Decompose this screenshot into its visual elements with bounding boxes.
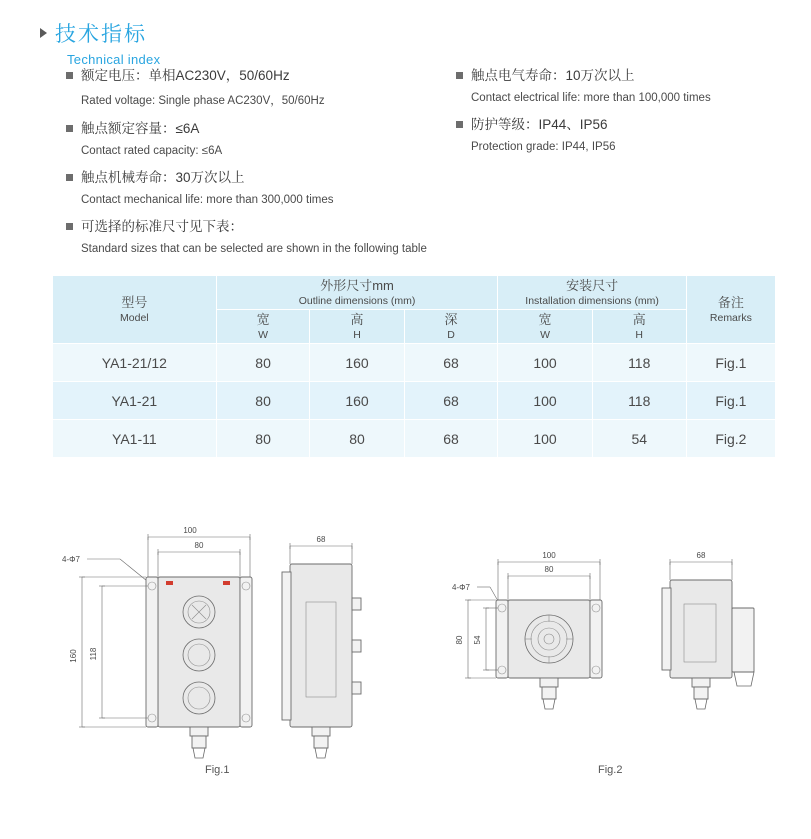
fig2-label: Fig.2: [598, 764, 623, 776]
cell-outline-w: 80: [216, 344, 310, 382]
cell-remark: Fig.1: [686, 344, 775, 382]
dim-install-w-fig1: 100: [183, 526, 197, 535]
dim-outline-h-fig1: 160: [69, 649, 78, 663]
page-title-en: Technical index: [67, 52, 161, 67]
cell-outline-d: 68: [404, 420, 498, 458]
header-outline-en: Outline dimensions (mm): [298, 295, 416, 307]
cell-install-h: 54: [592, 420, 686, 458]
subheader-install-w-en: W: [540, 329, 550, 341]
spec-label-cn: 防护等级：IP44、IP56: [471, 117, 608, 132]
subheader-outline-d: [404, 310, 498, 344]
page-header: [40, 18, 160, 67]
dim-install-h-fig2: 54: [473, 635, 482, 645]
header-model-cn: 型号: [121, 295, 148, 310]
spec-item: [66, 119, 466, 157]
dimensions-table-wrapper: [52, 275, 776, 458]
cell-outline-d: 68: [404, 344, 498, 382]
technical-drawings: [0, 512, 811, 812]
spec-label-cn: 触点机械寿命：30万次以上: [81, 170, 245, 185]
cell-install-w: 100: [498, 382, 592, 420]
cell-remark: Fig.1: [686, 382, 775, 420]
dim-depth-fig2: 68: [696, 551, 706, 560]
fig2-side-view-drawing: [650, 512, 790, 792]
dim-depth-fig1: 68: [316, 535, 326, 544]
fig1-label: Fig.1: [205, 764, 230, 776]
cell-outline-h: 160: [310, 344, 404, 382]
header-install-en: Installation dimensions (mm): [525, 295, 659, 307]
spec-label-en: Contact electrical life: more than 100,000 times: [471, 92, 711, 104]
cell-remark: Fig.2: [686, 420, 775, 458]
spec-label-cn: 额定电压：单相AC230V，50/60Hz: [81, 68, 290, 83]
dim-hole-fig1: 4-Φ7: [62, 555, 80, 564]
spec-item: [66, 217, 466, 255]
cell-model: YA1-11: [53, 420, 217, 458]
subheader-outline-h-cn: 高: [350, 312, 364, 327]
spec-label-en: Contact rated capacity: ≤6A: [81, 145, 223, 157]
header-installation-dimensions: [498, 276, 686, 310]
subheader-install-w: [498, 310, 592, 344]
cell-model: YA1-21: [53, 382, 217, 420]
spec-label-en: Rated voltage: Single phase AC230V，50/60Hz: [81, 95, 325, 107]
subheader-install-h: [592, 310, 686, 344]
triangle-right-icon: [40, 28, 47, 38]
header-model-en: Model: [120, 312, 149, 324]
dim-install-w-fig2: 100: [542, 551, 556, 560]
subheader-outline-d-cn: 深: [444, 312, 458, 327]
spec-column-right: [456, 66, 786, 164]
subheader-outline-w-cn: 宽: [256, 312, 270, 327]
header-remarks-cn: 备注: [717, 295, 744, 310]
subheader-outline-w-en: W: [258, 329, 269, 341]
bullet-square-icon: [66, 223, 73, 230]
spec-label-en: Contact mechanical life: more than 300,000 times: [81, 194, 334, 206]
subheader-install-h-en: H: [635, 329, 644, 341]
subheader-install-w-cn: 宽: [538, 312, 552, 327]
table-row: [53, 420, 776, 458]
header-model: [53, 276, 217, 344]
spec-label-en: Standard sizes that can be selected are shown in the following table: [81, 243, 427, 255]
dim-outline-w-fig1: 80: [194, 541, 204, 550]
spec-item: [456, 115, 786, 153]
cell-model: YA1-21/12: [53, 344, 217, 382]
table-row: [53, 382, 776, 420]
spec-label-cn: 可选择的标准尺寸见下表：: [81, 219, 243, 234]
subheader-install-h-cn: 高: [632, 312, 646, 327]
subheader-outline-h-en: H: [353, 329, 361, 341]
spec-label-cn: 触点电气寿命：10万次以上: [471, 68, 635, 83]
header-outline-cn: 外形尺寸mm: [320, 278, 394, 293]
cell-install-w: 100: [498, 420, 592, 458]
table-row: [53, 344, 776, 382]
dim-install-h-fig1: 118: [89, 647, 98, 661]
fig1-side-view-drawing: [270, 512, 400, 792]
page-title-cn: 技术指标: [55, 23, 147, 46]
header-install-cn: 安装尺寸: [566, 278, 619, 293]
cell-outline-w: 80: [216, 420, 310, 458]
fig2-front-view-drawing: [450, 512, 650, 792]
bullet-square-icon: [456, 72, 463, 79]
table-header-row: [53, 276, 776, 310]
bullet-square-icon: [66, 125, 73, 132]
spec-label-cn: 触点额定容量：≤6A: [81, 121, 200, 136]
dim-outline-w-fig2: 80: [544, 565, 554, 574]
spec-column-left: [66, 66, 466, 266]
cell-outline-h: 80: [310, 420, 404, 458]
cell-outline-h: 160: [310, 382, 404, 420]
cell-outline-d: 68: [404, 382, 498, 420]
dim-hole-fig2: 4-Φ7: [452, 583, 470, 592]
dimensions-table: [52, 275, 776, 458]
spec-item: [66, 168, 466, 206]
header-remarks: [686, 276, 775, 344]
spec-label-en: Protection grade: IP44, IP56: [471, 141, 616, 153]
subheader-outline-w: [216, 310, 310, 344]
spec-item: [456, 66, 786, 104]
bullet-square-icon: [66, 72, 73, 79]
bullet-square-icon: [66, 174, 73, 181]
cell-install-w: 100: [498, 344, 592, 382]
spec-item: [66, 66, 466, 108]
cell-install-h: 118: [592, 382, 686, 420]
subheader-outline-d-en: D: [447, 329, 455, 341]
dim-outline-h-fig2: 80: [455, 635, 464, 645]
header-outline-dimensions: [216, 276, 498, 310]
fig1-front-view-drawing: [40, 512, 300, 792]
header-remarks-en: Remarks: [709, 312, 752, 324]
cell-install-h: 118: [592, 344, 686, 382]
subheader-outline-h: [310, 310, 404, 344]
cell-outline-w: 80: [216, 382, 310, 420]
bullet-square-icon: [456, 121, 463, 128]
